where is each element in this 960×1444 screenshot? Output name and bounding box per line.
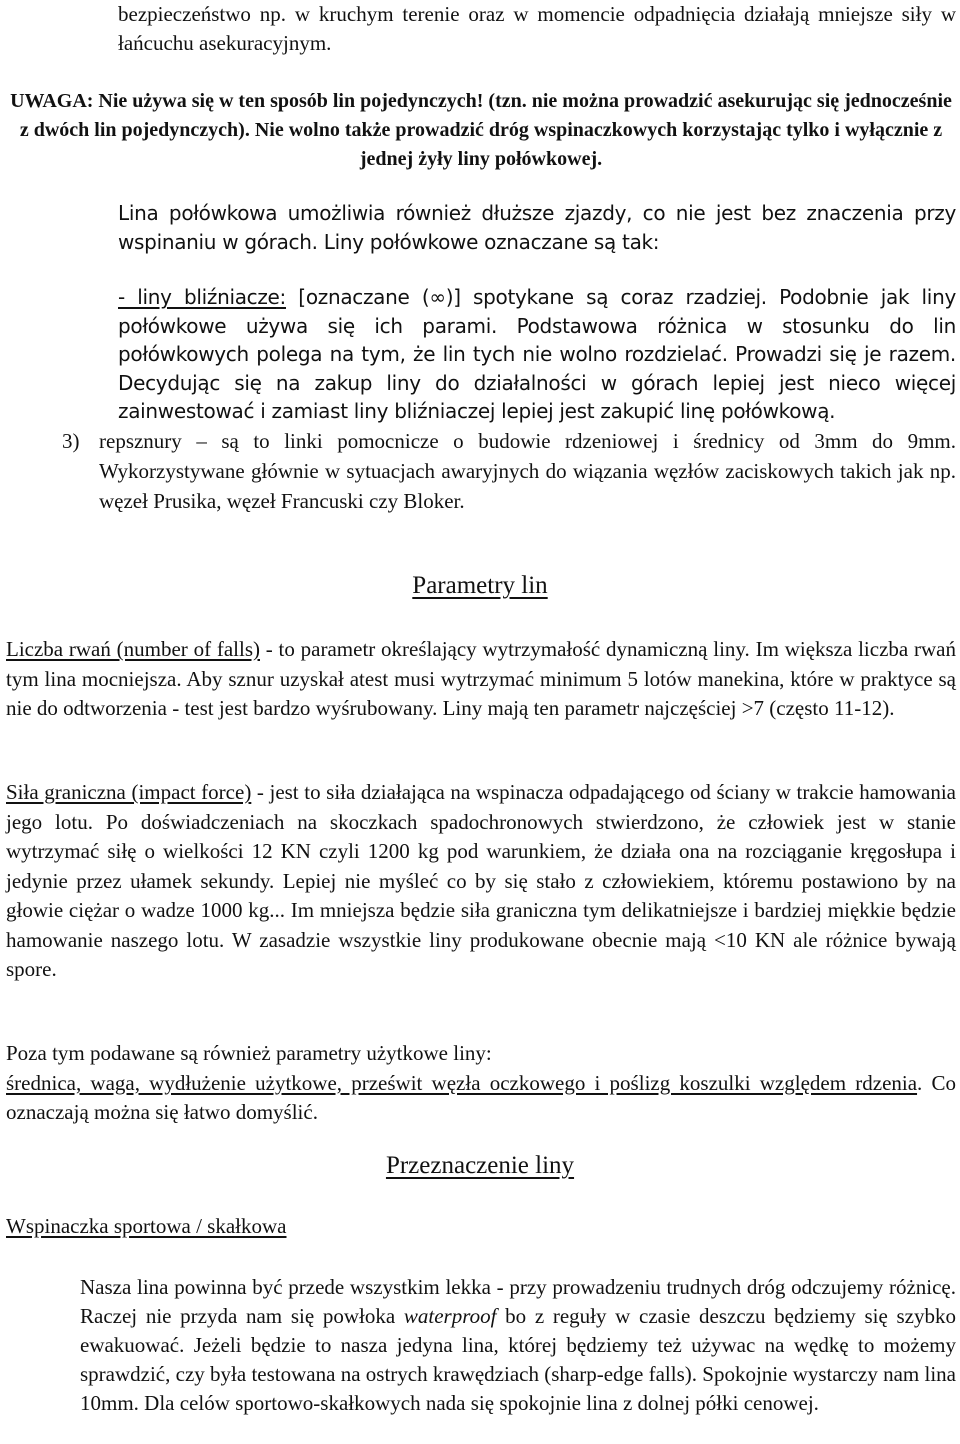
- list-item-repsznury: [62, 426, 956, 516]
- sport-italic-term: waterproof: [403, 1304, 497, 1328]
- paragraph-safety: bezpieczeństwo np. w kruchym terenie oraz w momencie odpadnięcia działają mniejsze siły w łańcuchu asekuracyjnym.: [118, 2, 956, 55]
- falls-text: - to parametr określający wytrzymałość dynamiczną liny. Im większa liczba rwań tym lina mocniejsza. Aby sznur uzyskał atest musi wytrzymać minimum 5 lotów manekina, które w praktyce są nie do odtworzenia - test jest bardzo wyśrubowany. Liny mają ten parametr najczęściej >7 (często 11-12).: [6, 637, 956, 720]
- paragraph-other-parameters: [6, 1039, 956, 1128]
- infinity-icon: ∞: [429, 285, 446, 309]
- paragraph-impact-force: [6, 778, 956, 985]
- other-params-intro: Poza tym podawane są również parametry użytkowe liny:: [6, 1041, 492, 1065]
- list-item-text: repsznury – są to linki pomocnicze o budowie rdzeniowej i średnicy od 3mm do 9mm. Wykorzystywane głównie w sytuacjach awaryjnych do wiązania węzłów zaciskowych takich jak np. węzeł Prusika, węzeł Francuski czy Bloker.: [99, 429, 956, 513]
- paragraph-number-of-falls: [6, 635, 956, 724]
- other-params-outro: . Co oznaczają można się łatwo domyślić.: [6, 1070, 956, 1124]
- impact-text: - jest to siła działająca na wspinacza odpadającego od ściany w trakcie hamowania jego lotu. Po doświadczeniach na skoczkach spadochronowych stwierdzono, że człowiek jest w stanie wytrzymać siłę o wielkości 12 KN czyli 1200 kg pod warunkiem, że działa ona na rozciąganie kręgosłupa i jedynie przez ułamek sekundy. Lepiej nie myśleć co by się stało z człowiekiem, któremu postawiono by na głowie ciężar o wadze 1000 kg... Im mniejsza będzie siła graniczna tym delikatniejsze i bardziej miękkie będzie hamowanie naszego lotu. W zasadzie wszystkie liny produkowane obecnie mają <10 KN ale różnice bywają spore.: [6, 780, 956, 981]
- paragraph-half-rope: Lina połówkowa umożliwia również dłuższe zjazdy, co nie jest bez znaczenia przy wspinaniu w górach. Liny połówkowe oznaczane są tak:: [118, 201, 956, 254]
- term-impact-force: Siła graniczna (impact force): [6, 780, 252, 804]
- heading-rope-purpose: Przeznaczenie liny: [385, 1152, 575, 1179]
- twin-rope-text: )] spotykane są coraz rzadziej. Podobnie jak liny połówkowe używa się ich parami. Podstawowa różnica w stosunku do lin połówkowych polega na tym, że lin tych nie wolno rozdzielać. Prowadzi się je razem. Decydując się na zakup liny do działalności w górach lepiej jest nieco więcej zainwestować i zamiast liny bliźniaczej lepiej jest zakupić linę połówkową.: [118, 285, 956, 423]
- list-number: 3): [62, 429, 80, 453]
- paragraph-twin-rope: [118, 283, 956, 426]
- sport-text-before: Nasza lina powinna być przede wszystkim lekka - przy prowadzeniu trudnych dróg odczujemy różnicę. Raczej nie przyda nam się powłoka: [80, 1275, 956, 1328]
- twin-rope-label: - liny bliźniacze:: [118, 285, 286, 309]
- warning-paragraph: UWAGA: Nie używa się w ten sposób lin pojedynczych! (tzn. nie można prowadzić asekurując się jednocześnie z dwóch lin pojedynczych). Nie wolno także prowadzić dróg wspinaczkowych korzystając tylko i wyłącznie z jednej żyły liny połówkowej.: [10, 90, 952, 170]
- paragraph-sport-climbing: [80, 1273, 956, 1418]
- twin-rope-marking: [oznaczane (: [286, 285, 430, 309]
- heading-parameters: Parametry lin: [412, 572, 548, 599]
- sport-text-after: bo z reguły w czasie deszczu będziemy się szybko ewakuować. Jeżeli będzie to nasza jedyna lina, której będziemy też używac na wędkę to możemy sprawdzić, czy była testowana na ostrych krawędziach (sharp-edge falls). Spokojnie wystarczy nam lina 10mm. Dla celów sportowo-skałkowych nada się spokojnie lina z dolnej półki cenowej.: [80, 1304, 956, 1415]
- other-params-list: średnica, waga, wydłużenie użytkowe, prześwit węzła oczkowego i poślizg koszulki względem rdzenia: [6, 1070, 918, 1095]
- subheading-sport-climbing: Wspinaczka sportowa / skałkowa: [6, 1214, 287, 1238]
- term-number-of-falls: Liczba rwań (number of falls): [6, 637, 260, 661]
